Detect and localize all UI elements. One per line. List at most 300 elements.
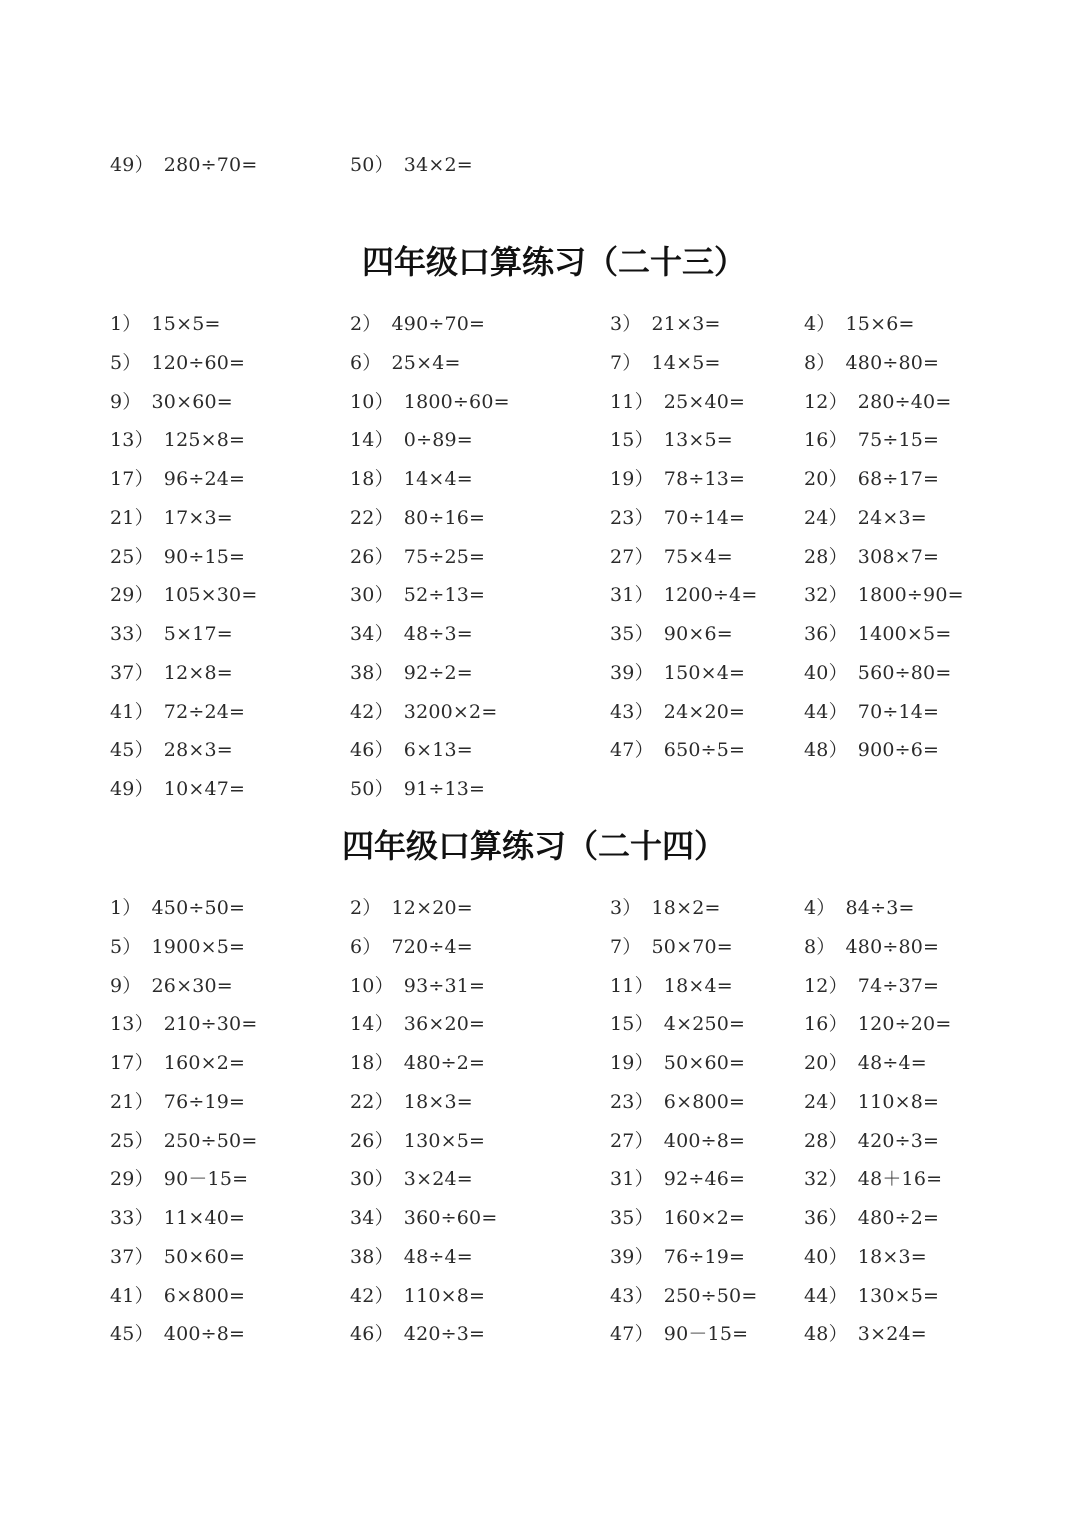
problem-item: [350, 774, 485, 804]
problem-number: 18）: [350, 468, 394, 490]
problem-expression: 25×4=: [391, 351, 461, 374]
problem-item: [804, 1048, 927, 1078]
problem-number: 41）: [110, 1284, 154, 1307]
problem-item: [350, 1126, 485, 1156]
problem-expression: 80÷16=: [403, 506, 486, 529]
problem-expression: 50×60=: [663, 1052, 746, 1074]
problem-expression: 4×250=: [663, 1013, 746, 1036]
problem-number: 25）: [110, 545, 154, 568]
problem-number: 4）: [804, 897, 836, 919]
problem-number: 39）: [610, 661, 654, 684]
problem-expression: 48÷4=: [857, 1052, 927, 1074]
problem-item: [610, 542, 733, 572]
problem-expression: 0÷89=: [403, 429, 473, 452]
problem-expression: 91÷13=: [403, 778, 486, 800]
problem-row: [0, 348, 1080, 378]
problem-number: 20）: [804, 468, 848, 490]
problem-expression: 130×5=: [403, 1129, 486, 1152]
problem-number: 23）: [610, 506, 654, 529]
problem-item: [804, 932, 939, 962]
problem-expression: 70÷14=: [663, 506, 746, 529]
problem-item: [350, 735, 473, 765]
problem-expression: 48＋16=: [857, 1168, 943, 1191]
problem-expression: 210÷30=: [163, 1013, 258, 1036]
problem-expression: 75÷15=: [857, 429, 940, 452]
problem-number: 20）: [804, 1052, 848, 1074]
problem-expression: 30×60=: [151, 390, 233, 413]
problem-number: 3）: [610, 897, 642, 919]
problem-expression: 18×3=: [403, 1090, 473, 1113]
problem-item: [804, 1126, 939, 1156]
problem-item: [110, 1126, 257, 1156]
problem-item: [110, 697, 245, 727]
problem-expression: 72÷24=: [163, 700, 246, 723]
problem-item: [350, 1087, 473, 1117]
problem-item: [610, 1164, 745, 1194]
problem-expression: 120÷60=: [151, 351, 246, 374]
problem-number: 49）: [110, 154, 154, 176]
problem-expression: 480÷2=: [857, 1207, 940, 1229]
problem-expression: 105×30=: [163, 584, 258, 607]
problem-number: 36）: [804, 623, 848, 645]
problem-number: 24）: [804, 506, 848, 529]
problem-item: [610, 697, 745, 727]
problem-item: [350, 309, 485, 339]
problem-number: 11）: [610, 974, 654, 997]
problem-item: [804, 464, 939, 494]
problem-number: 40）: [804, 1245, 848, 1268]
problem-row: [0, 1281, 1080, 1311]
problem-item: [110, 932, 245, 962]
problem-number: 28）: [804, 1129, 848, 1152]
problem-expression: 400÷8=: [663, 1129, 746, 1152]
problem-item: [110, 1242, 245, 1272]
problem-number: 21）: [110, 1090, 154, 1113]
problem-expression: 10×47=: [163, 778, 246, 800]
problem-expression: 308×7=: [857, 545, 940, 568]
problem-expression: 24×20=: [663, 700, 746, 723]
problem-expression: 900÷6=: [857, 739, 940, 762]
problem-number: 32）: [804, 1168, 848, 1191]
problem-number: 45）: [110, 1323, 154, 1346]
problem-row: [0, 464, 1080, 494]
problem-expression: 480÷2=: [403, 1052, 486, 1074]
problem-row: [0, 619, 1080, 649]
problem-expression: 36×20=: [403, 1013, 486, 1036]
problem-expression: 6×13=: [403, 739, 473, 762]
problem-expression: 490÷70=: [391, 313, 486, 335]
problem-item: [804, 1009, 951, 1039]
problem-item: [350, 697, 497, 727]
problem-number: 19）: [610, 468, 654, 490]
problem-number: 3）: [610, 313, 642, 335]
problem-expression: 12×8=: [163, 661, 233, 684]
problem-number: 50）: [350, 154, 394, 176]
problem-number: 12）: [804, 974, 848, 997]
problem-item: [610, 1319, 748, 1349]
problem-number: 10）: [350, 390, 394, 413]
problem-item: [804, 580, 964, 610]
problem-expression: 18×3=: [857, 1245, 927, 1268]
problem-number: 46）: [350, 739, 394, 762]
problem-number: 48）: [804, 1323, 848, 1346]
section-title-23: 四年级口算练习（二十三）: [361, 243, 746, 281]
problem-item: [350, 425, 473, 455]
problem-number: 17）: [110, 1052, 154, 1074]
problem-expression: 13×5=: [663, 429, 733, 452]
problem-number: 2）: [350, 313, 382, 335]
problem-item: [610, 932, 733, 962]
problem-number: 48）: [804, 739, 848, 762]
problem-expression: 93÷31=: [403, 974, 486, 997]
problem-number: 25）: [110, 1129, 154, 1152]
problem-expression: 14×5=: [651, 351, 721, 374]
problem-expression: 92÷2=: [403, 661, 473, 684]
problem-expression: 90÷15=: [163, 545, 246, 568]
problem-number: 22）: [350, 506, 394, 529]
problem-expression: 3200×2=: [403, 700, 498, 723]
problem-expression: 160×2=: [663, 1207, 746, 1229]
problem-item: [804, 425, 939, 455]
problem-expression: 90－15=: [663, 1323, 749, 1346]
problem-item: [350, 971, 485, 1001]
problem-number: 12）: [804, 390, 848, 413]
problem-expression: 18×2=: [651, 897, 721, 919]
problem-expression: 11×40=: [163, 1207, 246, 1229]
problem-number: 41）: [110, 700, 154, 723]
problem-row: [0, 1087, 1080, 1117]
problem-item: [350, 387, 510, 417]
problem-expression: 52÷13=: [403, 584, 486, 607]
problem-item: [110, 503, 233, 533]
problem-item: [350, 893, 473, 923]
problem-row: [0, 658, 1080, 688]
problem-number: 8）: [804, 351, 836, 374]
problem-number: 28）: [804, 545, 848, 568]
problem-item: [110, 348, 245, 378]
problem-expression: 450÷50=: [151, 897, 246, 919]
problem-expression: 50×70=: [651, 935, 733, 958]
problem-item: [110, 1281, 245, 1311]
problem-number: 43）: [610, 1284, 654, 1307]
problem-expression: 90×6=: [663, 623, 733, 645]
problem-number: 14）: [350, 429, 394, 452]
problem-item: [610, 735, 745, 765]
problem-item: [110, 971, 233, 1001]
problem-number: 37）: [110, 661, 154, 684]
problem-number: 29）: [110, 1168, 154, 1191]
problem-item: [804, 1242, 927, 1272]
problem-number: 13）: [110, 429, 154, 452]
problem-row: [0, 735, 1080, 765]
problem-item: [804, 1087, 939, 1117]
problem-item: [350, 1242, 473, 1272]
problem-expression: 21×3=: [651, 313, 721, 335]
problem-expression: 70÷14=: [857, 700, 940, 723]
problem-item: [110, 580, 257, 610]
problem-expression: 160×2=: [163, 1052, 246, 1074]
problem-item: [804, 1281, 939, 1311]
problem-row: [0, 150, 1080, 180]
problem-expression: 75×4=: [663, 545, 733, 568]
problem-number: 38）: [350, 661, 394, 684]
problem-number: 49）: [110, 778, 154, 800]
problem-expression: 1900×5=: [151, 935, 246, 958]
problem-number: 4）: [804, 313, 836, 335]
problem-row: [0, 1319, 1080, 1349]
problem-number: 50）: [350, 778, 394, 800]
problem-expression: 3×24=: [403, 1168, 473, 1191]
problem-item: [610, 387, 745, 417]
problem-number: 1）: [110, 313, 142, 335]
problem-expression: 420÷3=: [403, 1323, 486, 1346]
problem-number: 34）: [350, 1207, 394, 1229]
problem-number: 1）: [110, 897, 142, 919]
problem-number: 45）: [110, 739, 154, 762]
problem-item: [610, 464, 745, 494]
problem-number: 37）: [110, 1245, 154, 1268]
problem-expression: 78÷13=: [663, 468, 746, 490]
problem-item: [610, 425, 733, 455]
problem-number: 15）: [610, 1013, 654, 1036]
problem-item: [110, 619, 233, 649]
problem-number: 35）: [610, 1207, 654, 1229]
problem-item: [610, 619, 733, 649]
problem-expression: 420÷3=: [857, 1129, 940, 1152]
problem-expression: 15×6=: [845, 313, 915, 335]
problem-item: [350, 1203, 497, 1233]
problem-expression: 6×800=: [663, 1090, 746, 1113]
problem-item: [610, 309, 721, 339]
problem-number: 43）: [610, 700, 654, 723]
problem-item: [610, 658, 745, 688]
problem-expression: 48÷4=: [403, 1245, 473, 1268]
problem-expression: 68÷17=: [857, 468, 940, 490]
problem-item: [804, 1319, 927, 1349]
problem-item: [804, 971, 939, 1001]
problem-item: [110, 309, 221, 339]
problem-item: [804, 1164, 942, 1194]
problem-expression: 280÷70=: [163, 154, 258, 176]
problem-item: [610, 1242, 745, 1272]
problem-expression: 76÷19=: [163, 1090, 246, 1113]
problem-item: [610, 1203, 745, 1233]
problem-item: [804, 1203, 939, 1233]
problem-number: 5）: [110, 935, 142, 958]
problem-number: 15）: [610, 429, 654, 452]
problem-item: [110, 1048, 245, 1078]
problem-expression: 250÷50=: [663, 1284, 758, 1307]
problem-item: [804, 658, 951, 688]
problem-expression: 360÷60=: [403, 1207, 498, 1229]
problem-number: 35）: [610, 623, 654, 645]
problem-row: [0, 309, 1080, 339]
problem-number: 42）: [350, 700, 394, 723]
problem-number: 14）: [350, 1013, 394, 1036]
problem-expression: 15×5=: [151, 313, 221, 335]
problem-item: [610, 1281, 757, 1311]
problem-expression: 14×4=: [403, 468, 473, 490]
problem-number: 26）: [350, 545, 394, 568]
problem-row: [0, 697, 1080, 727]
problem-item: [110, 893, 245, 923]
problem-item: [110, 658, 233, 688]
problem-expression: 1400×5=: [857, 623, 952, 645]
problem-expression: 96÷24=: [163, 468, 246, 490]
problem-expression: 92÷46=: [663, 1168, 746, 1191]
problem-item: [110, 542, 245, 572]
problem-item: [804, 735, 939, 765]
problem-expression: 480÷80=: [845, 935, 940, 958]
problem-row: [0, 1164, 1080, 1194]
problem-number: 26）: [350, 1129, 394, 1152]
problem-expression: 650÷5=: [663, 739, 746, 762]
problem-item: [804, 503, 927, 533]
problem-item: [610, 1087, 745, 1117]
problem-expression: 1200÷4=: [663, 584, 758, 607]
section-title-24: 四年级口算练习（二十四）: [341, 827, 726, 865]
problem-row: [0, 425, 1080, 455]
problem-number: 21）: [110, 506, 154, 529]
problem-expression: 5×17=: [163, 623, 233, 645]
problem-item: [804, 387, 951, 417]
problem-item: [350, 580, 485, 610]
problem-expression: 130×5=: [857, 1284, 940, 1307]
problem-item: [610, 348, 721, 378]
problem-expression: 74÷37=: [857, 974, 940, 997]
problem-expression: 560÷80=: [857, 661, 952, 684]
problem-item: [110, 150, 257, 180]
problem-number: 16）: [804, 429, 848, 452]
problem-expression: 28×3=: [163, 739, 233, 762]
problem-item: [610, 503, 745, 533]
problem-number: 23）: [610, 1090, 654, 1113]
problem-expression: 120÷20=: [857, 1013, 952, 1036]
problem-item: [350, 503, 485, 533]
problem-number: 27）: [610, 545, 654, 568]
problem-item: [110, 1087, 245, 1117]
problem-expression: 250÷50=: [163, 1129, 258, 1152]
problem-number: 46）: [350, 1323, 394, 1346]
problem-expression: 25×40=: [663, 390, 746, 413]
problem-number: 6）: [350, 351, 382, 374]
problem-item: [804, 893, 915, 923]
problem-number: 27）: [610, 1129, 654, 1152]
problem-expression: 1800÷60=: [403, 390, 510, 413]
problem-item: [610, 1126, 745, 1156]
problem-expression: 280÷40=: [857, 390, 952, 413]
problem-expression: 34×2=: [403, 154, 473, 176]
problem-expression: 18×4=: [663, 974, 733, 997]
problem-expression: 110×8=: [403, 1284, 486, 1307]
problem-number: 11）: [610, 390, 654, 413]
problem-row: [0, 932, 1080, 962]
problem-item: [110, 774, 245, 804]
problem-item: [110, 735, 233, 765]
problem-number: 47）: [610, 739, 654, 762]
problem-number: 36）: [804, 1207, 848, 1229]
problem-expression: 125×8=: [163, 429, 246, 452]
problem-item: [110, 425, 245, 455]
problem-number: 8）: [804, 935, 836, 958]
problem-row: [0, 774, 1080, 804]
problem-item: [350, 1164, 473, 1194]
problem-expression: 76÷19=: [663, 1245, 746, 1268]
problem-item: [350, 542, 485, 572]
problem-number: 9）: [110, 390, 142, 413]
problem-number: 33）: [110, 623, 154, 645]
problem-number: 24）: [804, 1090, 848, 1113]
problem-row: [0, 1009, 1080, 1039]
problem-expression: 400÷8=: [163, 1323, 246, 1346]
problem-number: 9）: [110, 974, 142, 997]
problem-expression: 3×24=: [857, 1323, 927, 1346]
problem-row: [0, 503, 1080, 533]
problem-row: [0, 1048, 1080, 1078]
problem-item: [110, 1164, 248, 1194]
problem-row: [0, 1203, 1080, 1233]
problem-row: [0, 387, 1080, 417]
problem-item: [804, 309, 915, 339]
problem-number: 18）: [350, 1052, 394, 1074]
problem-expression: 48÷3=: [403, 623, 473, 645]
problem-number: 13）: [110, 1013, 154, 1036]
problem-expression: 150×4=: [663, 661, 746, 684]
problem-item: [610, 580, 757, 610]
problem-number: 5）: [110, 351, 142, 374]
problem-row: [0, 542, 1080, 572]
problem-item: [610, 1009, 745, 1039]
problem-item: [804, 348, 939, 378]
problem-row: [0, 1242, 1080, 1272]
problem-item: [350, 1048, 485, 1078]
problem-expression: 24×3=: [857, 506, 927, 529]
problem-expression: 1800÷90=: [857, 584, 964, 607]
problem-row: [0, 580, 1080, 610]
problem-item: [110, 464, 245, 494]
problem-expression: 17×3=: [163, 506, 233, 529]
problem-number: 34）: [350, 623, 394, 645]
problem-number: 40）: [804, 661, 848, 684]
problem-row: [0, 893, 1080, 923]
problem-number: 16）: [804, 1013, 848, 1036]
problem-number: 31）: [610, 584, 654, 607]
problem-number: 10）: [350, 974, 394, 997]
problem-item: [350, 658, 473, 688]
problem-number: 38）: [350, 1245, 394, 1268]
problem-item: [804, 697, 939, 727]
problem-number: 44）: [804, 700, 848, 723]
problem-item: [350, 619, 473, 649]
problem-number: 22）: [350, 1090, 394, 1113]
problem-number: 42）: [350, 1284, 394, 1307]
problem-item: [350, 150, 473, 180]
problem-number: 31）: [610, 1168, 654, 1191]
problem-row: [0, 1126, 1080, 1156]
problem-item: [110, 387, 233, 417]
problem-expression: 90－15=: [163, 1168, 249, 1191]
problem-expression: 720÷4=: [391, 935, 473, 958]
problem-number: 2）: [350, 897, 382, 919]
problem-item: [804, 542, 939, 572]
problem-number: 7）: [610, 351, 642, 374]
problem-number: 33）: [110, 1207, 154, 1229]
problem-item: [110, 1009, 257, 1039]
problem-item: [350, 1319, 485, 1349]
problem-expression: 75÷25=: [403, 545, 486, 568]
problem-number: 7）: [610, 935, 642, 958]
problem-number: 32）: [804, 584, 848, 607]
